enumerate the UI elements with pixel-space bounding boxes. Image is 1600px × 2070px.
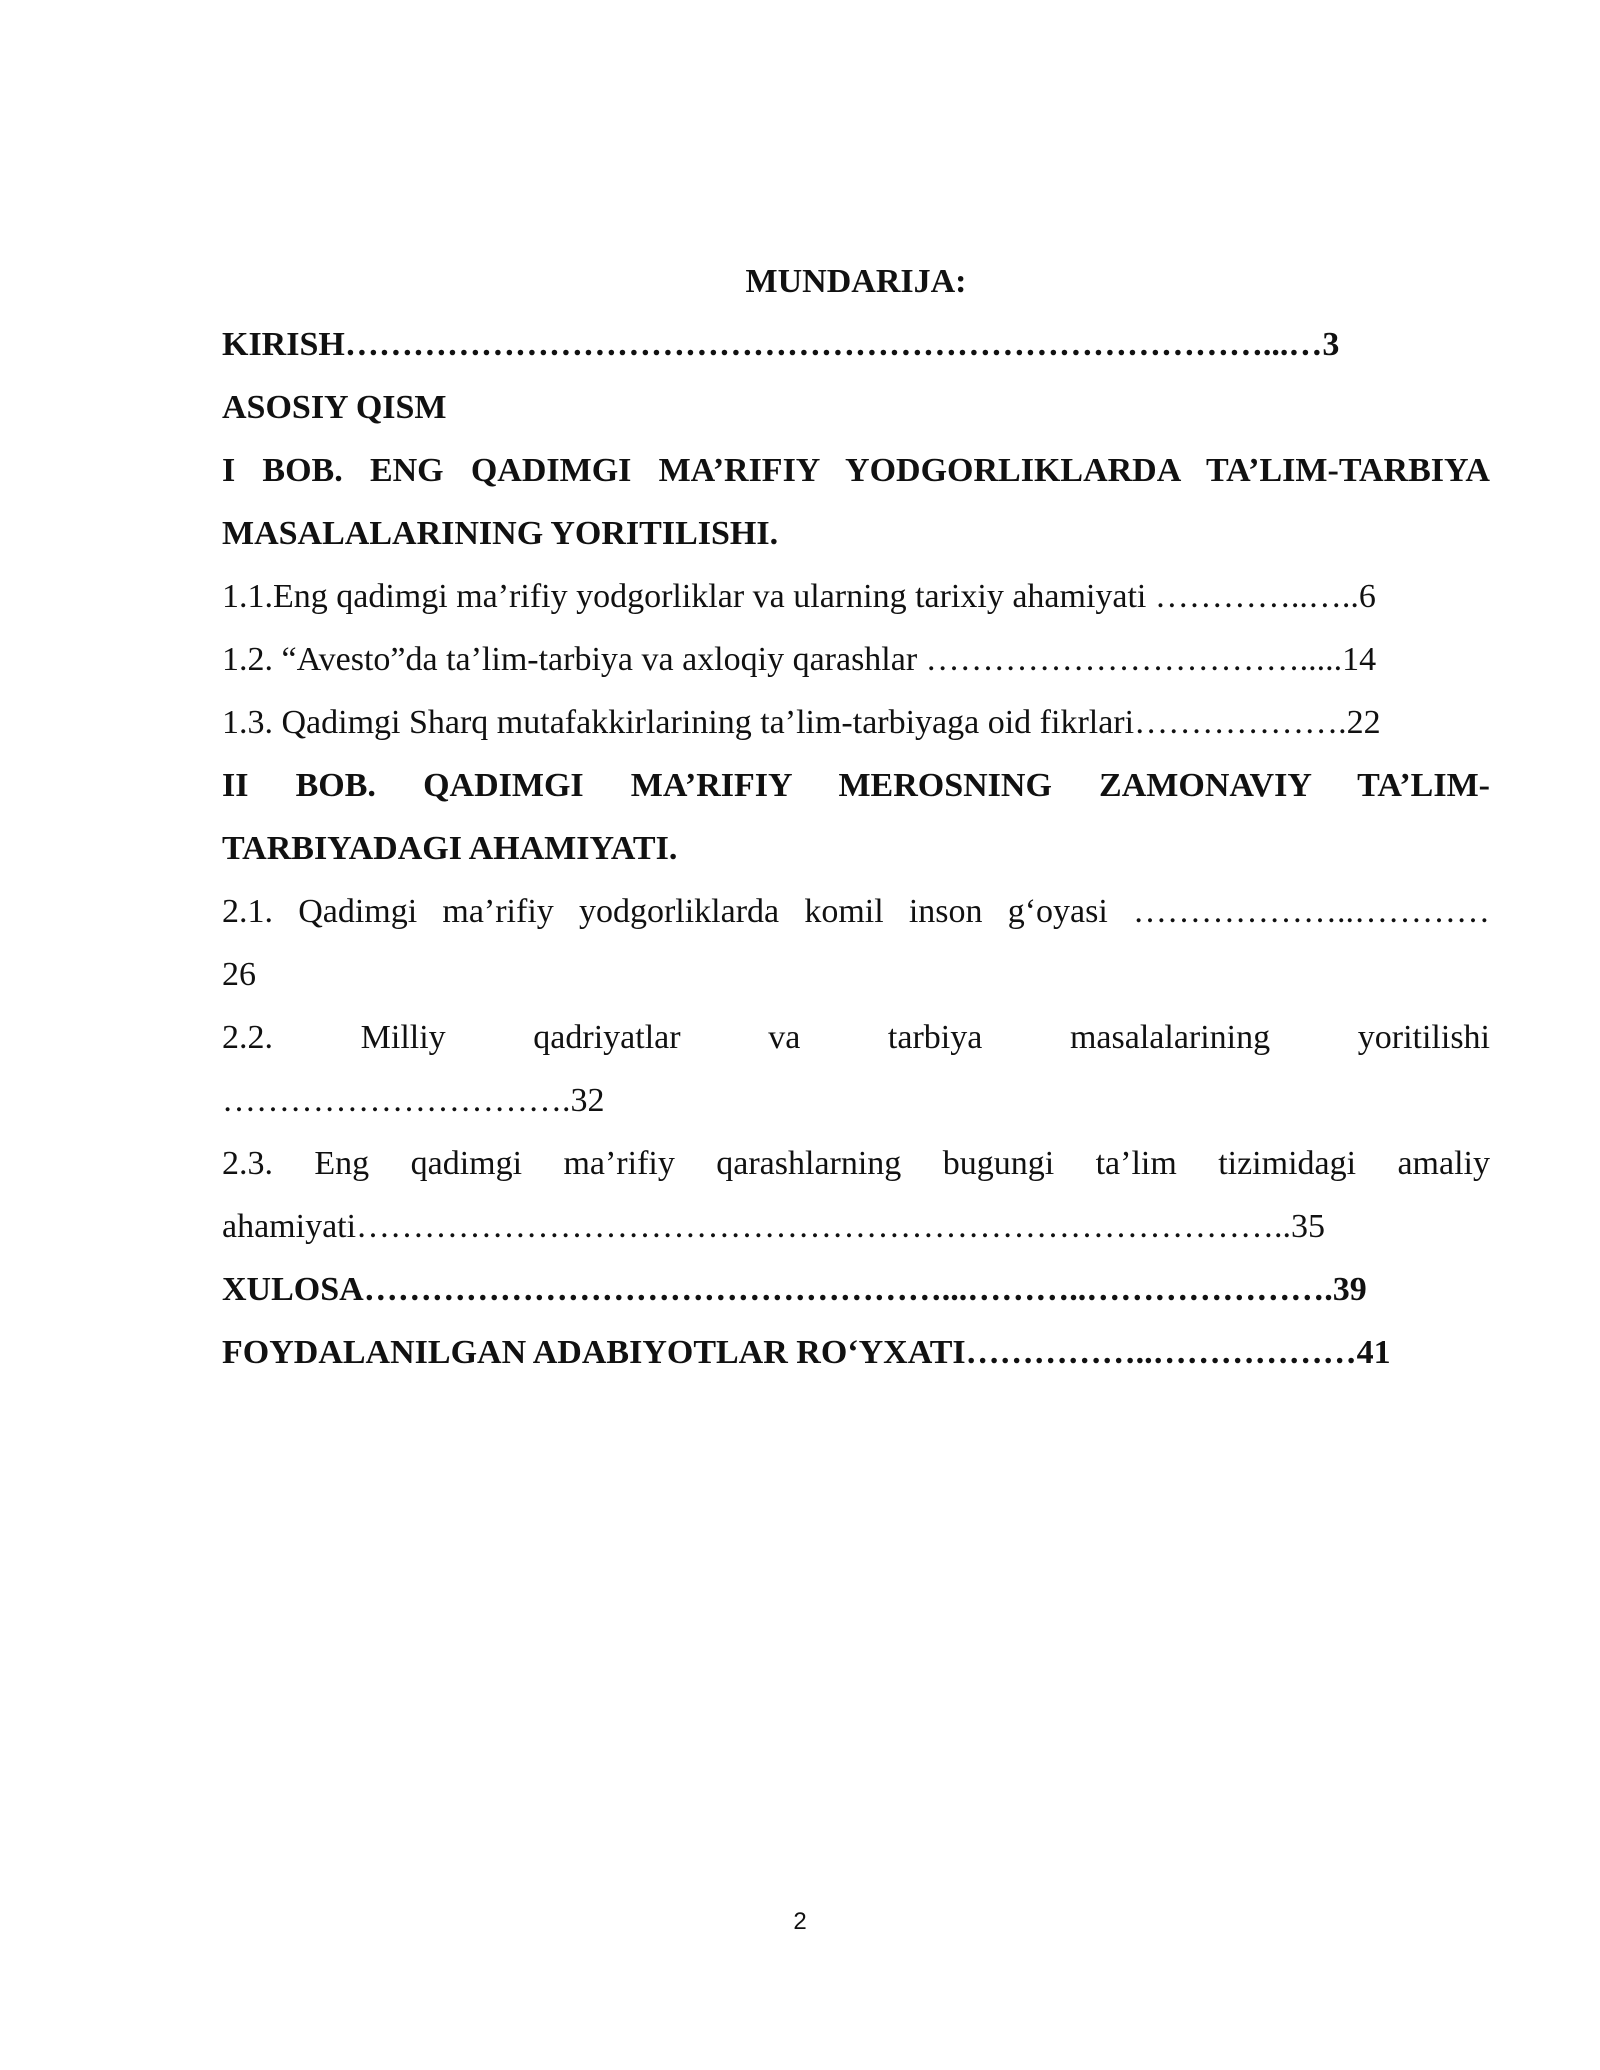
- toc-entry-xulosa: XULOSA……………………………………………...………..………………….39: [222, 1271, 1367, 1308]
- toc-entry-adabiyotlar: FOYDALANILGAN ADABIYOTLAR RO‘YXATI……………..………………41: [222, 1334, 1391, 1371]
- toc-chapter-2-title-line-2: TARBIYADAGI AHAMIYATI.: [222, 830, 678, 867]
- page-number: 2: [793, 1908, 807, 1935]
- toc-chapter-1-title-line-1: I BOB. ENG QADIMGI MA’RIFIY YODGORLIKLARDA TA’LIM-TARBIYA: [222, 452, 1490, 489]
- toc-heading: MUNDARIJA:: [745, 263, 967, 300]
- toc-chapter-1-title-line-2: MASALALARINING YORITILISHI.: [222, 515, 779, 552]
- toc-section-asosiy-qism: ASOSIY QISM: [222, 389, 447, 426]
- toc-entry-2-1-line-2: 26: [222, 956, 256, 993]
- toc-entry-2-2-line-1: 2.2. Milliy qadriyatlar va tarbiya masalalarining yoritilishi: [222, 1019, 1490, 1056]
- toc-chapter-2-title-line-1: II BOB. QADIMGI MA’RIFIY MEROSNING ZAMONAVIY TA’LIM-: [222, 767, 1490, 804]
- toc-entry-1-3: 1.3. Qadimgi Sharq mutafakkirlarining ta’lim-tarbiyaga oid fikrlari……………….22: [222, 704, 1381, 741]
- toc-entry-2-3-line-1: 2.3. Eng qadimgi ma’rifiy qarashlarning bugungi ta’lim tizimidagi amaliy: [222, 1145, 1490, 1182]
- toc-entry-kirish: KIRISH………………………………………………………………………...…3: [222, 326, 1340, 363]
- toc-entry-2-1-line-1: 2.1. Qadimgi ma’rifiy yodgorliklarda komil inson g‘oyasi ………………..…………: [222, 893, 1490, 930]
- table-of-contents: [222, 250, 1490, 1384]
- toc-entry-2-3-line-2: ahamiyati………………………………………………………………………..35: [222, 1208, 1326, 1245]
- toc-entry-1-2: 1.2. “Avesto”da ta’lim-tarbiya va axloqiy qarashlar …………………………….....14: [222, 641, 1377, 678]
- toc-entry-2-2-line-2: ………………………….32: [222, 1082, 605, 1119]
- toc-entry-1-1: 1.1.Eng qadimgi ma’rifiy yodgorliklar va ularning tarixiy ahamiyati …………..…..6: [222, 578, 1376, 615]
